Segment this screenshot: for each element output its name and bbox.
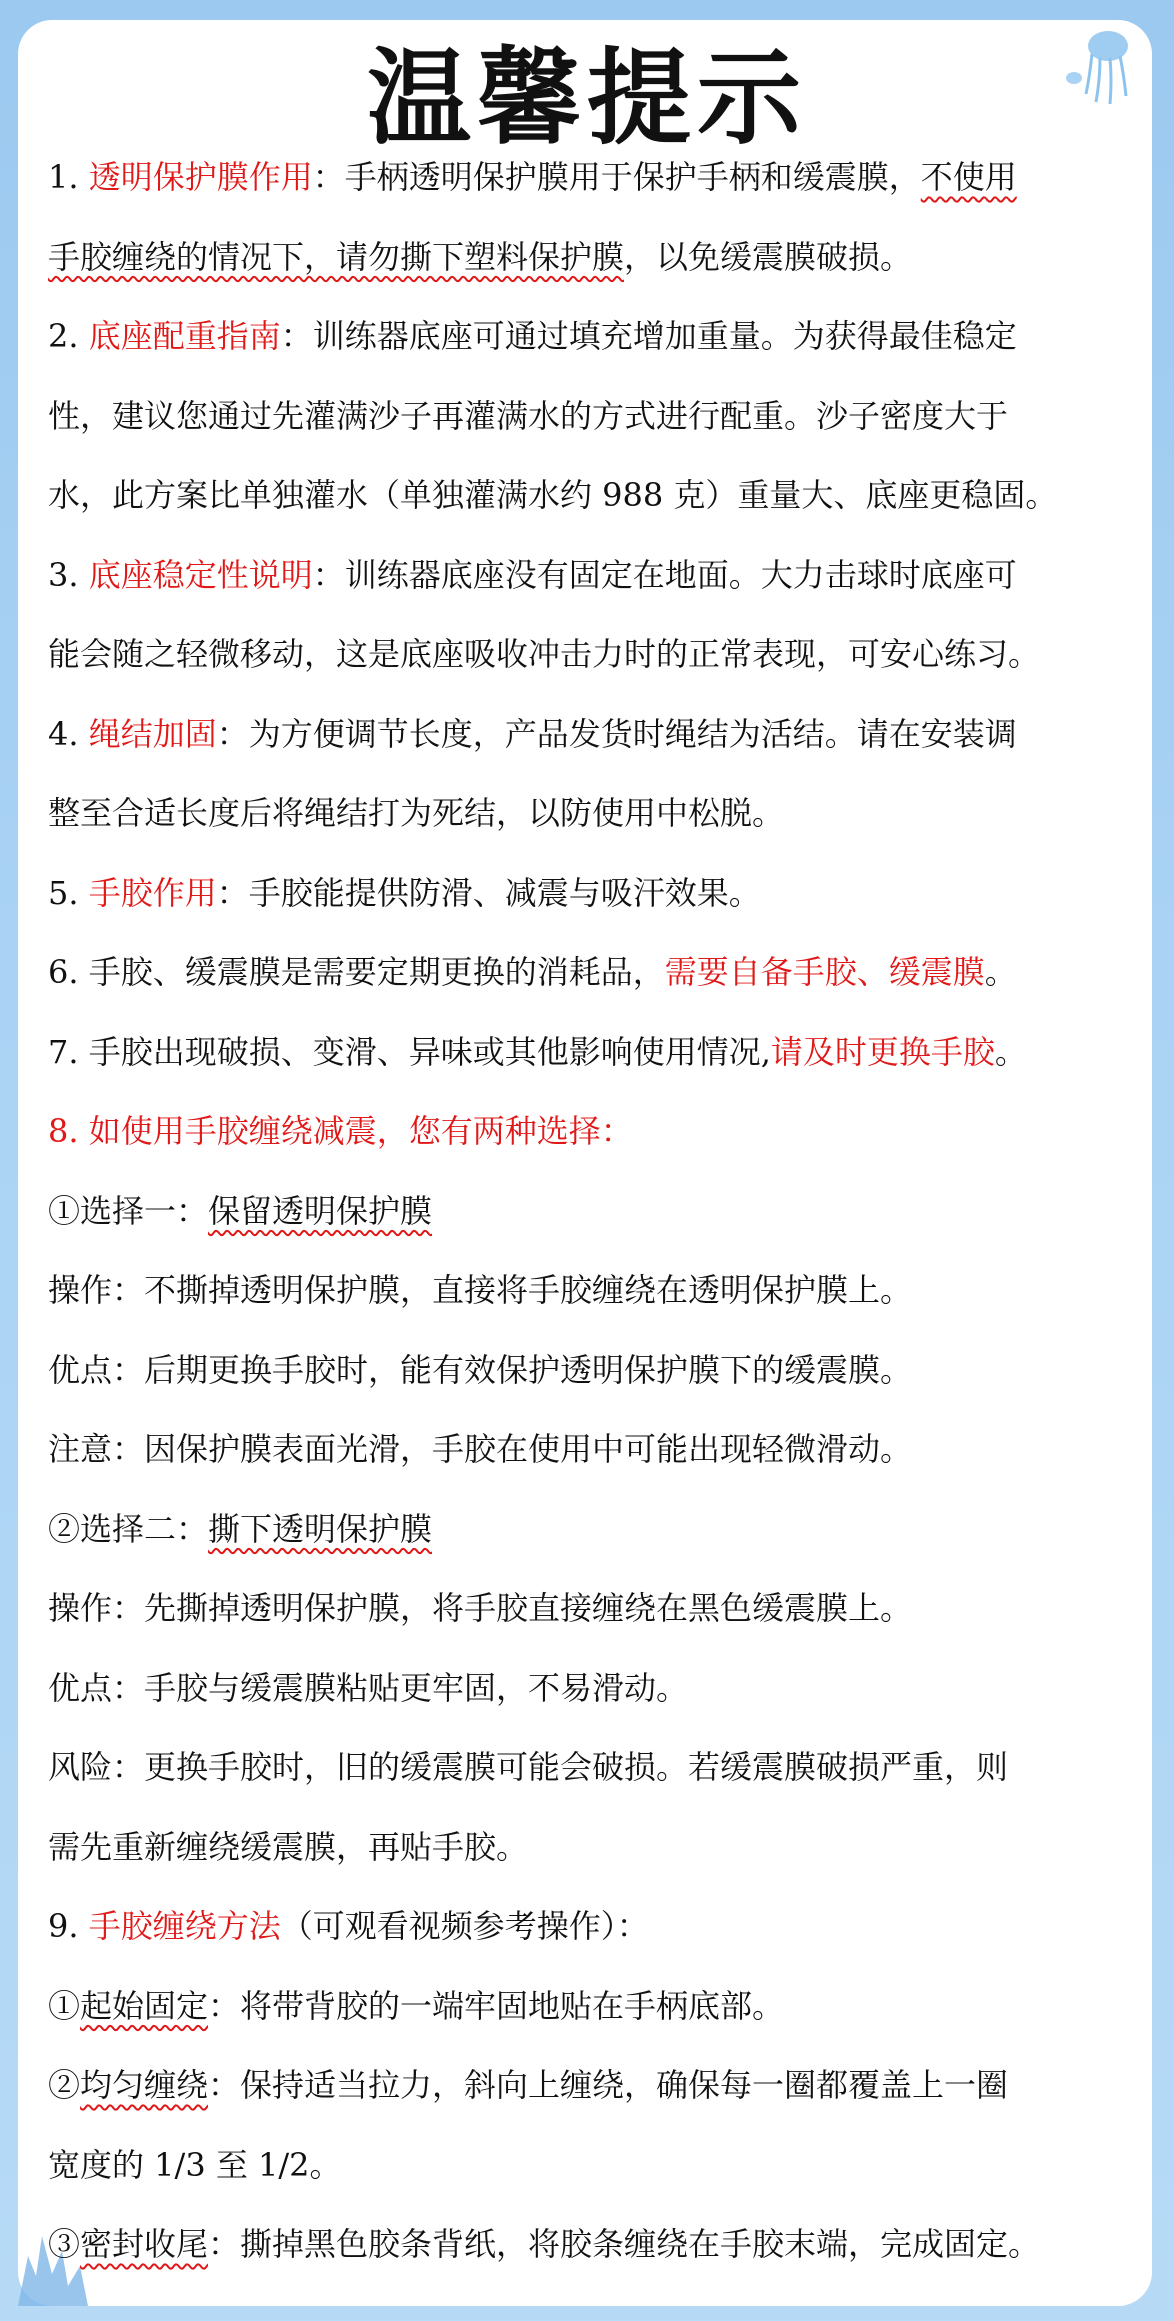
- option-1-title: ①选择一：保留透明保护膜: [48, 1191, 433, 1230]
- option-2-name: 撕下透明保护膜: [208, 1509, 433, 1548]
- option-1-operation: 操作：不撕掉透明保护膜，直接将手胶缠绕在透明保护膜上。: [48, 1271, 913, 1309]
- option-1-advantage: 优点：后期更换手胶时，能有效保护透明保护膜下的缓震膜。: [48, 1350, 913, 1389]
- item-1-line-1: 1. 透明保护膜作用：手柄透明保护膜用于保护手柄和缓震膜，不使用: [48, 158, 1017, 196]
- item-5-line-1: 5. 手胶作用：手胶能提供防滑、减震与吸汗效果。: [48, 873, 761, 912]
- option-2-operation: 操作：先撕掉透明保护膜，将手胶直接缠绕在黑色缓震膜上。: [48, 1589, 913, 1627]
- item-4-line-1: 4. 绳结加固：为方便调节长度，产品发货时绳结为活结。请在安装调: [48, 714, 1017, 753]
- item-2-heading: 底座配重指南: [88, 317, 281, 355]
- item-2-line-3: 水，此方案比单独灌水（单独灌满水约 988 克）重量大、底座更稳固。: [48, 476, 1058, 514]
- option-2-title: ②选择二：撕下透明保护膜: [48, 1509, 433, 1548]
- step-1-name: 起始固定: [80, 1986, 209, 2025]
- option-1-note: 注意：因保护膜表面光滑，手胶在使用中可能出现轻微滑动。: [48, 1430, 913, 1468]
- item-1-line-2: 手胶缠绕的情况下，请勿撕下塑料保护膜，以免缓震膜破损。: [48, 237, 913, 276]
- option-2-advantage: 优点：手胶与缓震膜粘贴更牢固，不易滑动。: [48, 1668, 689, 1707]
- item-5-heading: 手胶作用: [88, 873, 217, 912]
- step-2-continued: 宽度的 1/3 至 1/2。: [48, 2145, 342, 2184]
- item-4-line-2: 整至合适长度后将绳结打为死结，以防使用中松脱。: [48, 794, 785, 832]
- item-3-line-2: 能会随之轻微移动，这是底座吸收冲击力时的正常表现，可安心练习。: [48, 635, 1041, 673]
- item-6-highlight: 需要自备手胶、缓震膜: [664, 953, 985, 991]
- item-7-line-1: 7. 手胶出现破损、变滑、异味或其他影响使用情况,请及时更换手胶。: [48, 1032, 1027, 1071]
- item-4-heading: 绳结加固: [88, 714, 217, 753]
- item-6-line-1: 6. 手胶、缓震膜是需要定期更换的消耗品，需要自备手胶、缓震膜。: [48, 953, 1017, 991]
- item-8-heading: 8. 如使用手胶缠绕减震，您有两种选择：: [48, 1112, 633, 1150]
- item-1-heading: 透明保护膜作用: [88, 158, 313, 196]
- item-9-heading-line: 9. 手胶缠绕方法（可观看视频参考操作）：: [48, 1907, 649, 1945]
- step-2-name: 均匀缠绕: [80, 2066, 209, 2104]
- page-title: 温馨提示: [366, 37, 807, 159]
- item-1-warning-part-1: 不使用: [920, 158, 1017, 196]
- notice-list: [48, 148, 1148, 2295]
- step-1: ①起始固定：将带背胶的一端牢固地贴在手柄底部。: [48, 1986, 785, 2025]
- item-9-heading: 手胶缠绕方法: [88, 1907, 281, 1945]
- option-2-risk-line-1: 风险：更换手胶时，旧的缓震膜可能会破损。若缓震膜破损严重，则: [48, 1748, 1009, 1786]
- step-2: ②均匀缠绕：保持适当拉力，斜向上缠绕，确保每一圈都覆盖上一圈: [48, 2066, 1009, 2104]
- option-1-name: 保留透明保护膜: [208, 1191, 433, 1230]
- item-7-highlight: 请及时更换手胶: [770, 1032, 995, 1071]
- option-2-risk-line-2: 需先重新缠绕缓震膜，再贴手胶。: [48, 1827, 529, 1866]
- item-3-line-1: 3. 底座稳定性说明：训练器底座没有固定在地面。大力击球时底座可: [48, 555, 1017, 594]
- item-2-line-1: 2. 底座配重指南：训练器底座可通过填充增加重量。为获得最佳稳定: [48, 317, 1017, 355]
- item-3-heading: 底座稳定性说明: [88, 555, 313, 594]
- step-3: ③密封收尾：撕掉黑色胶条背纸，将胶条缠绕在手胶末端，完成固定。: [48, 2225, 1041, 2263]
- step-3-name: 密封收尾: [80, 2225, 209, 2263]
- item-1-warning-part-2: 手胶缠绕的情况下，请勿撕下塑料保护膜: [48, 237, 625, 276]
- item-2-line-2: 性，建议您通过先灌满沙子再灌满水的方式进行配重。沙子密度大于: [48, 396, 1009, 435]
